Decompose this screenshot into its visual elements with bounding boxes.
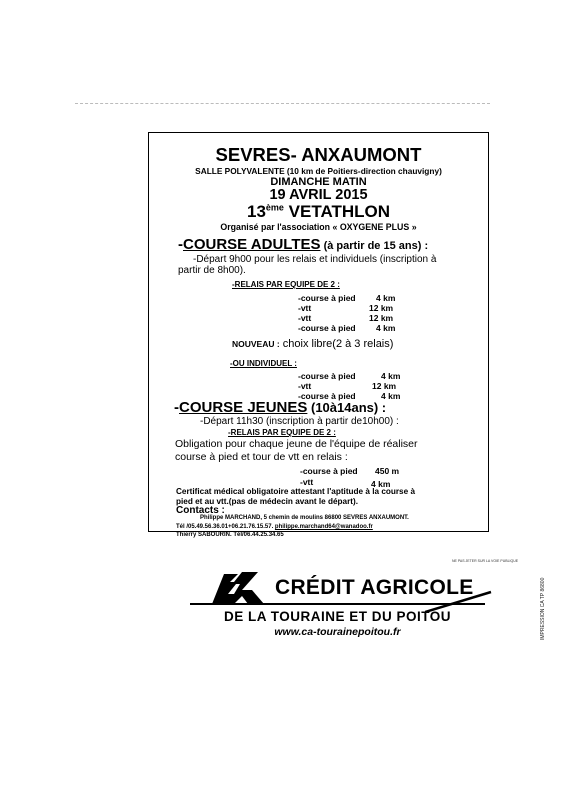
relay-leg-distance: 4 km [376,323,396,333]
individual-leg-activity: -course à pied [298,391,356,401]
relay-leg-activity: -vtt [298,313,312,323]
event-title: VETATHLON [283,202,391,221]
individual-leg-activity: -vtt [298,381,312,391]
relay-leg-distance: 12 km [369,313,394,323]
contact1-phone-numbers: Tél /05.49.56.36.01+06.21.76.15.57. [176,524,275,530]
relay-leg-distance: 12 km [369,303,394,313]
organizer: Organisé par l'association « OXYGENE PLUS » [220,222,417,232]
edition-number: 13 [246,202,266,221]
event-date: 19 AVRIL 2015 [269,187,368,203]
youth-obligation-line2: course à pied et tour de vtt en relais : [175,451,348,463]
relay-leg-distance: 4 km [376,293,396,303]
contact1-phones [176,524,373,530]
contact2: Thierry SABOURIN. Tél/06.44.25.34.65 [176,532,284,538]
youth-heading-prefix: - [174,399,179,416]
flyer-title: SEVRES- ANXAUMONT [215,144,422,165]
youth-heading-text: COURSE JEUNES [179,399,308,416]
adults-age: (à partir de 15 ans) : [320,240,429,252]
new-text: choix libre(2 à 3 relais) [279,338,394,350]
new-label: NOUVEAU : [232,339,280,349]
youth-leg-distance: 450 m [375,466,400,476]
adults-start-line2: partir de 8h00). [178,265,246,276]
fine-print: NE PAS JETER SUR LA VOIE PUBLIQUE [452,559,519,563]
new-option [232,334,393,352]
individual-heading: -OU INDIVIDUEL : [230,359,297,368]
medical-line2: pied et au vtt.(pas de médecin avant le départ). [176,497,358,506]
youth-leg-activity: -course à pied [300,466,358,476]
youth-age: (10à14ans) : [307,400,387,415]
youth-heading [174,399,386,417]
relay-leg-activity: -vtt [298,303,312,313]
sponsor-region: DE LA TOURAINE ET DU POITOU [223,609,451,624]
venue: SALLE POLYVALENTE (10 km de Poitiers-direction chauvigny) [195,166,442,176]
sponsor-name: CRÉDIT AGRICOLE [275,576,474,599]
adults-heading-text: COURSE ADULTES [183,236,321,253]
event-name [148,202,489,222]
edition-suffix: ème [265,202,284,213]
contacts-heading: Contacts : [176,505,225,516]
contact1-address: Philippe MARCHAND, 5 chemin de moulins 86800 SEVRES ANXAUMONT. [200,515,409,521]
contact1-email-link[interactable]: philippe.marchand64@wanadoo.fr [274,524,373,530]
relay-leg-activity: -course à pied [298,323,356,333]
youth-relay-heading: -RELAIS PAR EQUIPE DE 2 : [228,428,336,437]
adults-heading [178,236,428,254]
youth-leg-activity: -vtt [300,477,314,487]
adults-relay-heading: -RELAIS PAR EQUIPE DE 2 : [232,280,340,289]
medical-line1: Certificat médical obligatoire attestant l'aptitude à la course à [176,487,415,496]
individual-leg-distance: 4 km [381,391,401,401]
adults-heading-prefix: - [178,236,183,253]
adults-start-line1: -Départ 9h00 pour les relais et individuels (inscription à [193,254,437,265]
ca-logo-icon [208,568,268,608]
youth-obligation-line1: Obligation pour chaque jeune de l'équipe de réaliser [175,438,418,450]
sponsor-website[interactable]: www.ca-tourainepoitou.fr [274,626,401,638]
individual-leg-distance: 12 km [372,381,397,391]
youth-leg-distance: 4 km [371,479,391,489]
print-credit: IMPRESSION CA TP 86800 [540,577,546,640]
scan-dashed-line [75,103,490,104]
individual-leg-activity: -course à pied [298,371,356,381]
time-of-day: DIMANCHE MATIN [270,176,367,188]
individual-leg-distance: 4 km [381,371,401,381]
youth-start: -Départ 11h30 (inscription à partir de10h00) : [200,416,399,427]
relay-leg-activity: -course à pied [298,293,356,303]
